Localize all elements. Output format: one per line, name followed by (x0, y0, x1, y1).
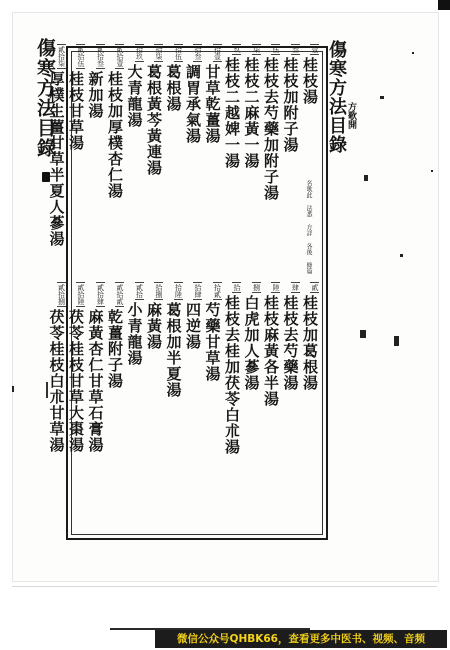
toc-entry-name: 調胃承氣湯 (184, 64, 202, 144)
toc-entry-name: 甘草乾薑湯 (203, 64, 222, 144)
toc-entry-name: 新加湯 (86, 71, 105, 119)
toc-entry (165, 44, 183, 112)
toc-entry-name: 葛根湯 (164, 64, 183, 112)
toc-entry (262, 282, 280, 407)
toc-entry (67, 44, 85, 151)
toc-entry (262, 44, 280, 201)
toc-entry-number: 貳拾捌 (57, 284, 66, 305)
toc-subtitle: 方歌開 (346, 102, 356, 129)
toc-entry-number: 拾陸 (174, 284, 183, 298)
toc-entry (301, 282, 319, 391)
toc-entry-number: 拾柒 (155, 46, 163, 60)
toc-entry (145, 282, 163, 350)
toc-entry (243, 44, 261, 169)
toc-entry-number: 伍 (272, 46, 280, 53)
toc-entry-name: 桂枝甘草湯 (67, 71, 85, 151)
toc-entry (204, 282, 222, 382)
toc-entry-name: 茯苓桂枝甘草大棗湯 (67, 309, 85, 453)
toc-entry-number: 貳拾肆 (96, 284, 105, 305)
toc-entry (126, 282, 144, 366)
toc-entry-number: 貳拾伍 (77, 46, 85, 67)
scan-speck (400, 254, 403, 257)
toc-entry-name: 桂枝麻黃各半湯 (262, 295, 280, 407)
toc-entry (48, 282, 66, 453)
toc-entry (282, 282, 300, 391)
toc-entry (87, 44, 105, 119)
toc-entry-number: 捌 (252, 284, 261, 291)
toc-entry (87, 282, 105, 453)
toc-entry (282, 44, 300, 153)
toc-entry (48, 44, 66, 247)
toc-entry (223, 282, 241, 455)
toc-entry (184, 282, 202, 350)
toc-entry (106, 282, 124, 389)
toc-entry-number: 貳拾陸 (77, 284, 85, 305)
toc-entry-name: 葛根加半夏湯 (164, 302, 183, 398)
toc-entry (223, 44, 241, 169)
toc-entry-number: 拾肆 (194, 284, 202, 298)
toc-entry (243, 282, 261, 391)
toc-entry-number: 貳 (311, 284, 319, 291)
toc-entry-name: 桂枝加葛根湯 (301, 295, 319, 391)
toc-entry-number: 叁 (291, 46, 300, 53)
toc-entry-number: 貳拾貳 (116, 284, 124, 305)
scan-speck (412, 52, 414, 54)
scan-speck (12, 386, 14, 392)
toc-entry-number: 貳拾柒 (57, 46, 66, 67)
toc-entry-name: 芍藥甘草湯 (203, 302, 222, 382)
toc-entry (204, 44, 222, 144)
toc-entry (126, 44, 144, 128)
toc-entry-name: 四逆湯 (184, 302, 202, 350)
toc-entry-name: 葛根黃芩黃連湯 (145, 64, 163, 176)
toc-title: 傷寒方法目錄 (326, 40, 347, 154)
toc-entry-number: 貳拾壹 (116, 46, 124, 67)
toc-entry-number: 拾玖 (135, 46, 144, 60)
toc-entry-name: 麻黃湯 (145, 302, 163, 350)
toc-entry-name: 桂枝去芍藥加附子湯 (262, 57, 280, 201)
toc-entry-name: 麻黃杏仁甘草石膏湯 (86, 309, 105, 453)
toc-entry-name: 白虎加人蔘湯 (242, 295, 261, 391)
toc-entry-name: 桂枝加厚樸杏仁湯 (106, 71, 124, 199)
scan-speck (431, 170, 433, 172)
toc-entry-number: 貳拾叁 (96, 46, 105, 67)
spine-title: 傷寒方法目錄 (34, 38, 56, 158)
toc-entry-number: 拾壹 (213, 46, 222, 60)
toc-entry (106, 44, 124, 199)
toc-entry (67, 282, 85, 453)
scan-corner (438, 0, 450, 10)
toc-annotation: 名歌此 法悉 方詳 各後 條篇 (305, 180, 312, 274)
next-page-edge (12, 586, 437, 627)
toc-entry-number: 壹 (311, 46, 319, 53)
scan-speck (364, 175, 368, 181)
toc-entry-number: 玖 (233, 46, 241, 53)
toc-entry-name: 乾薑附子湯 (106, 309, 124, 389)
toc-entry-number: 拾貳 (213, 284, 222, 298)
toc-entry-number: 拾叁 (194, 46, 202, 60)
watermark-banner: 微信公众号QHBK66，查看更多中医书、视频、音频 (155, 630, 447, 648)
toc-entry-name: 茯苓桂枝白朮甘草湯 (47, 309, 66, 453)
toc-entry-name: 大青龍湯 (125, 64, 144, 128)
toc-entry-name: 桂枝去桂加茯苓白朮湯 (223, 295, 241, 455)
toc-entry-number: 拾伍 (174, 46, 183, 60)
toc-entry (301, 44, 319, 105)
toc-entry-name: 桂枝二越婢一湯 (223, 57, 241, 169)
toc-entry-name: 小青龍湯 (125, 302, 144, 366)
toc-entry (165, 282, 183, 398)
toc-entry (184, 44, 202, 144)
toc-entry-number: 肆 (291, 284, 300, 291)
toc-entry-name: 厚樸生薑甘草半夏人蔘湯 (47, 71, 66, 247)
toc-entry-number: 柒 (252, 46, 261, 53)
toc-entry-name: 桂枝二麻黃一湯 (242, 57, 261, 169)
toc-entry-name: 桂枝去芍藥湯 (281, 295, 300, 391)
toc-entry-number: 拾捌 (155, 284, 163, 298)
toc-entry-name: 桂枝湯 (301, 57, 319, 105)
toc-entry-number: 貳拾 (135, 284, 144, 298)
scan-speck (394, 336, 399, 346)
toc-entry (145, 44, 163, 176)
scan-speck (360, 330, 366, 338)
toc-entry-number: 拾 (233, 284, 241, 291)
toc-entry-name: 桂枝加附子湯 (281, 57, 300, 153)
toc-entry-number: 陸 (272, 284, 280, 291)
scan-speck (380, 96, 384, 99)
